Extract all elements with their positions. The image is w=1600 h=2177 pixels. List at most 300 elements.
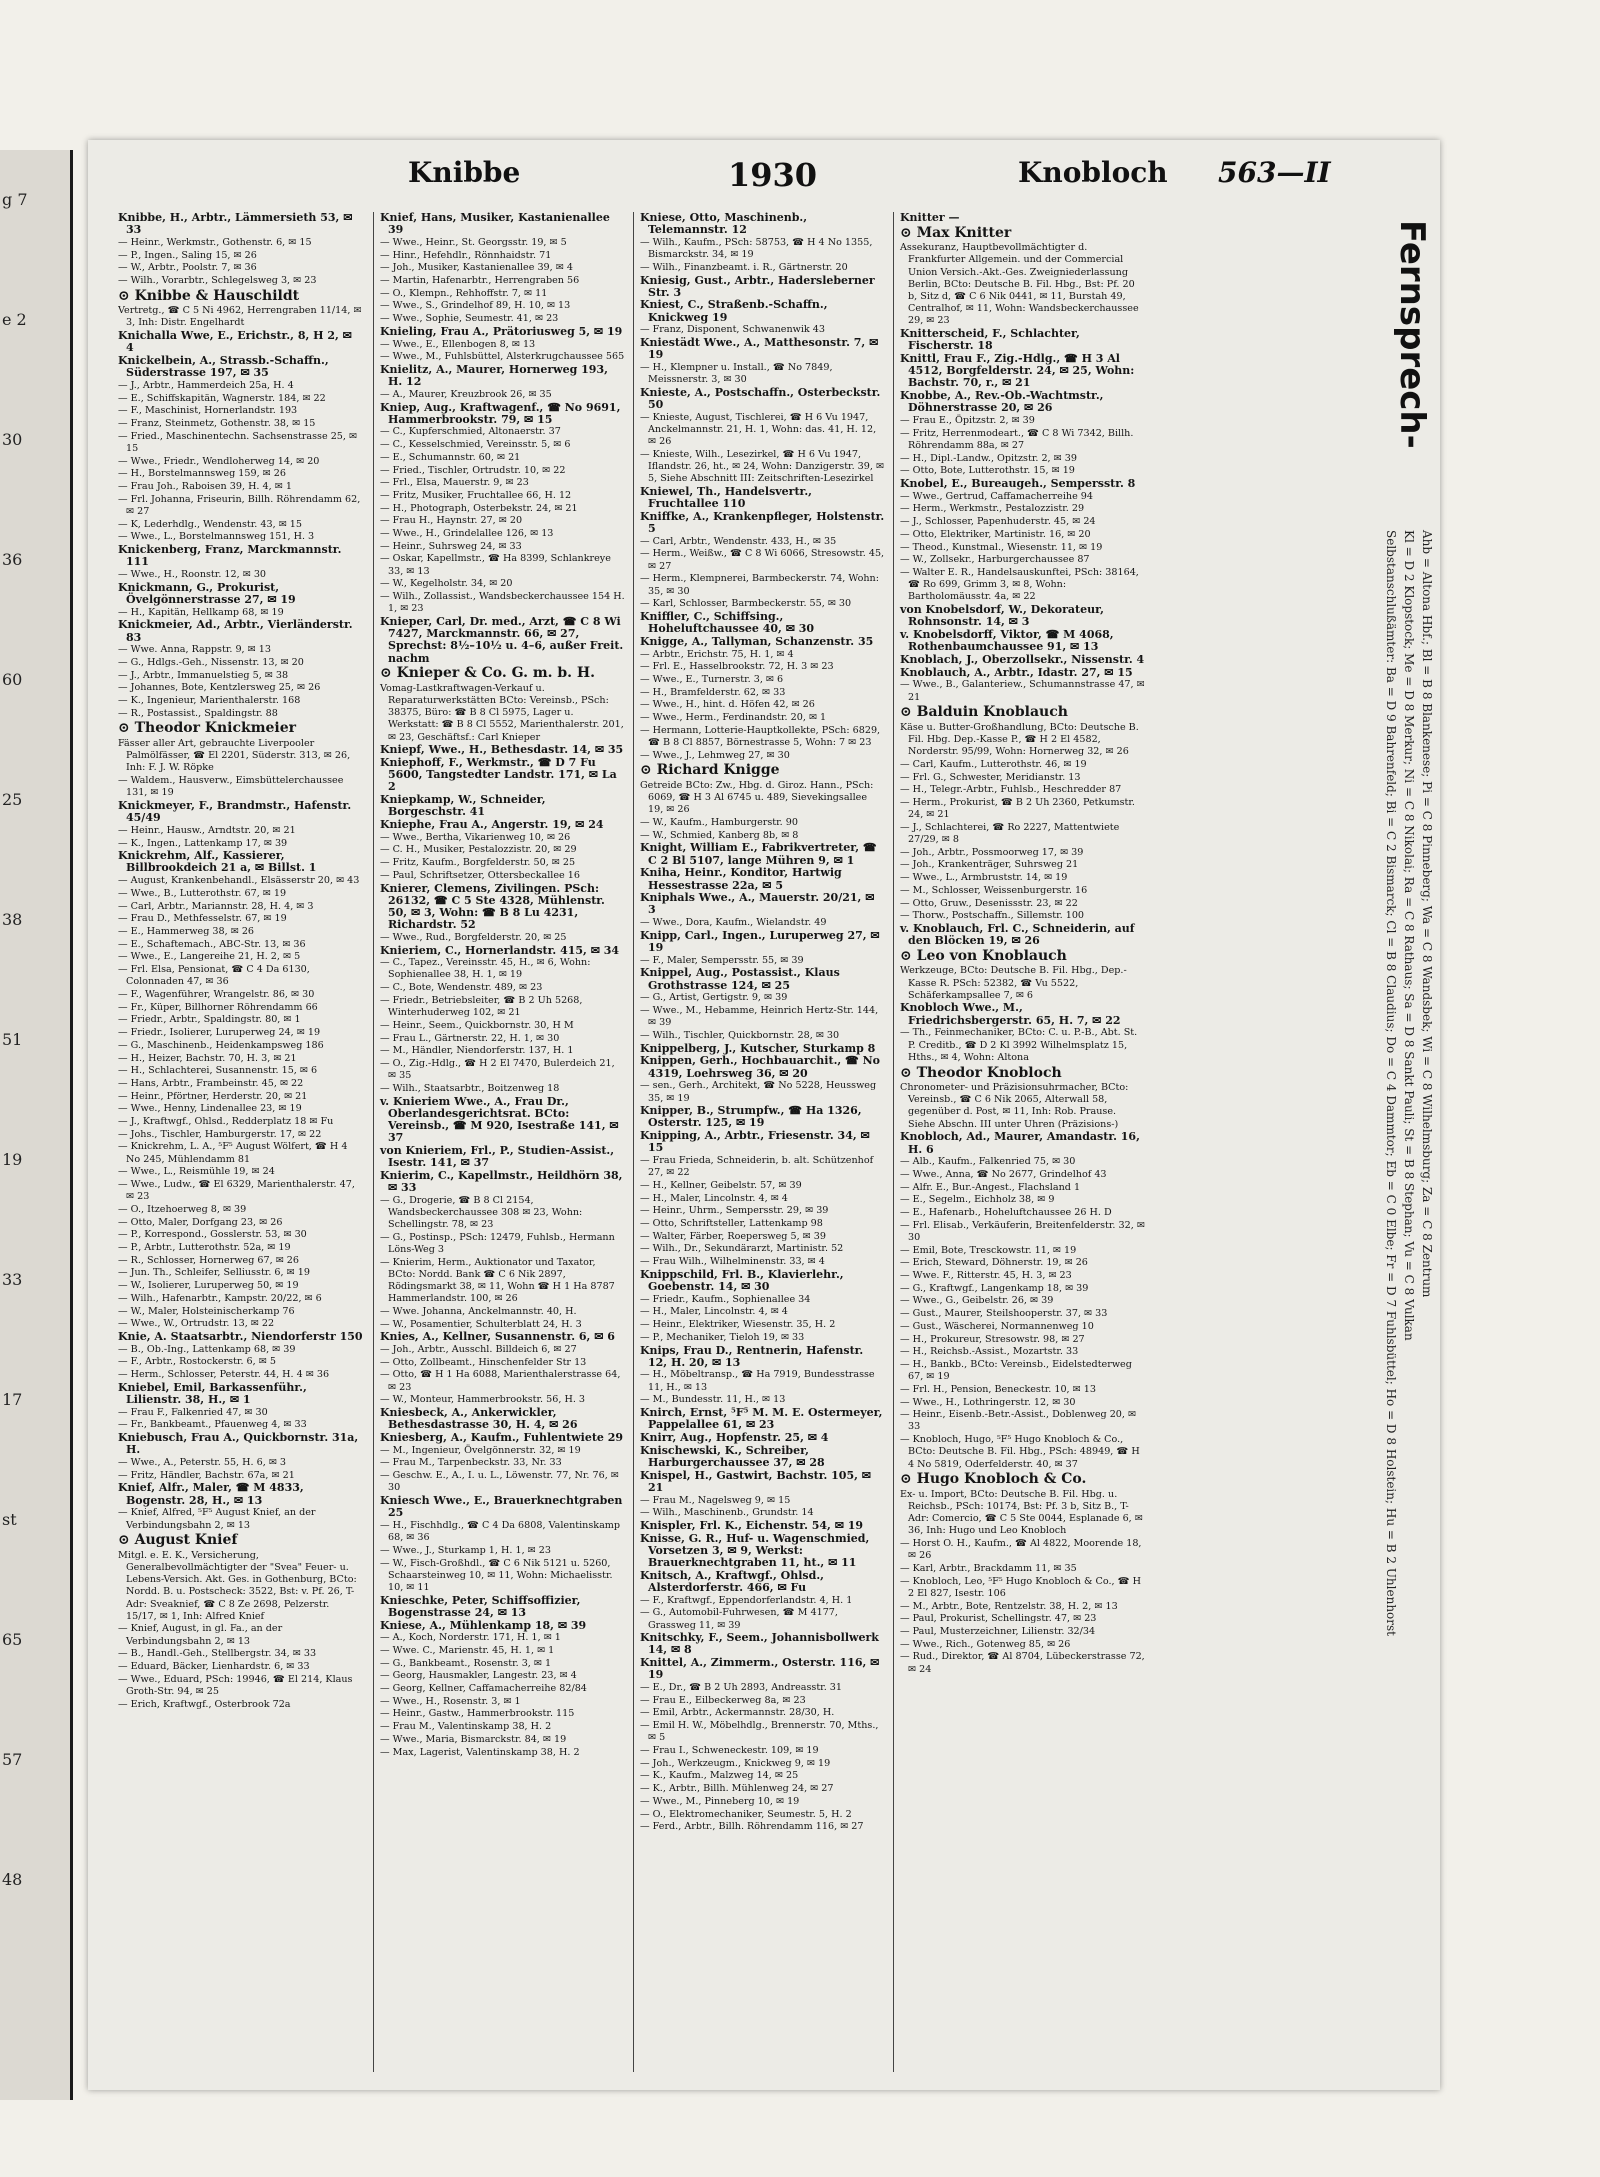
directory-entry: Knieper, Carl, Dr. med., Arzt, ☎ C 8 Wi 7427, Marckmannstr. 66, ✉ 27, Sprechst: 8½–10½ u. 4–6, außer Freit. nachm [380, 615, 624, 665]
directory-entry: Kniepkamp, W., Schneider, Borgeschstr. 41 [380, 793, 546, 819]
directory-entry: — Erich, Steward, Döhnerstr. 19, ✉ 26 [900, 1257, 1088, 1269]
header-last-name: Knobloch [1018, 156, 1168, 189]
directory-entry: — Herm., Schlosser, Peterstr. 44, H. 4 ✉ 36 [118, 1369, 330, 1381]
directory-entry: — Carl, Kaufm., Lutterothstr. 46, ✉ 19 [900, 758, 1087, 770]
directory-entry: — Fritz, Herrenmodeart., ☎ C 8 Wi 7342, Billh. Röhrendamm 88a, ✉ 27 [900, 427, 1134, 451]
directory-entry: — Wwe., Maria, Bismarckstr. 84, ✉ 19 [380, 1733, 567, 1745]
directory-entry: — H., Maler, Lincolnstr. 4, ✉ 4 [640, 1192, 788, 1204]
prev-page-fragment: e 2 [2, 310, 27, 329]
directory-entry: — Wwe., Rud., Borgfelderstr. 20, ✉ 25 [380, 931, 567, 943]
directory-entry: — Arbtr., Erichstr. 75, H. 1, ✉ 4 [640, 648, 794, 660]
directory-entry: Kniestädt Wwe., A., Matthesonstr. 7, ✉ 19 [640, 336, 879, 362]
directory-entry: — Paul, Prokurist, Schellingstr. 47, ✉ 23 [900, 1613, 1097, 1625]
directory-entry: — Wwe., Heinr., St. Georgsstr. 19, ✉ 5 [380, 236, 567, 248]
prev-page-fragment: 25 [2, 790, 23, 809]
directory-entry: — O., Itzehoerweg 8, ✉ 39 [118, 1203, 247, 1215]
directory-entry: — Otto, ☎ H 1 Ha 6088, Marienthalerstrasse 64, ✉ 23 [380, 1369, 621, 1393]
directory-entry: Kniebel, Emil, Barkassenführ., Lilienstr. 38, H., ✉ 1 [118, 1380, 307, 1406]
directory-entry: Knittl, Frau F., Zig.-Hdlg., ☎ H 3 Al 4512, Borgfelderstr. 24, ✉ 25, Wohn: Bachstr. 70, r., ✉ 21 [900, 352, 1135, 390]
directory-entry: v. Knieriem Wwe., A., Frau Dr., Oberlandesgerichtsrat. BCto: Vereinsb., ☎ M 920, Isestraße 141, ✉ 37 [380, 1094, 619, 1145]
directory-entry: Knierim, C., Kapellmstr., Heildhörn 38, ✉ 33 [380, 1168, 623, 1194]
prev-page-fragment: 19 [2, 1150, 23, 1169]
directory-entry: — Wwe., H., Lothringerstr. 12, ✉ 30 [900, 1396, 1076, 1408]
directory-entry: Kniewel, Th., Handelsvertr., Fruchtallee 110 [640, 484, 813, 511]
directory-entry: — G., Hdlgs.-Geh., Nissenstr. 13, ✉ 20 [118, 656, 304, 668]
sidebar-exchange-list-3: Ahb = Altona Hbf.; Bl = B 8 Blankenese; Pi = C 8 Pinneberg; Wa = C 8 Wandsbek; Wi = C 8 Wilhelmsburg; Za = C 8 Zentrum [1420, 530, 1434, 1298]
directory-entry: — Hinr., Hefehdlr., Rönnhaidstr. 71 [380, 249, 552, 261]
directory-entry: Knitter — [900, 212, 960, 224]
directory-entry: — Th., Feinmechaniker, BCto: C. u. P.-B., Abt. St. P. Creditb., ☎ D 2 Kl 3992 Wilhelmsplatz 15, Hths., ✉ 4, Wohn: Altona [900, 1027, 1138, 1063]
directory-entry: — M., Schlosser, Weissenburgerstr. 16 [900, 884, 1088, 896]
directory-entry: — Knief, Alfred, ⁵F⁵ August Knief, an der Verbindungsbahn 2, ✉ 13 [118, 1507, 316, 1531]
directory-entry: — Wwe., M., Hebamme, Heinrich Hertz-Str. 144, ✉ 39 [640, 1005, 879, 1029]
directory-entry: Käse u. Butter-Großhandlung, BCto: Deutsche B. Fil. Hbg. Dep.-Kasse P., ☎ H 2 El 4582, Norderstr. 95/99, Wohn: Hornerweg 32, ✉ 26 [900, 721, 1139, 758]
directory-entry: — Friedr., Isolierer, Luruperweg 24, ✉ 19 [118, 1027, 321, 1039]
directory-entry: — Heinr., Eisenb.-Betr.-Assist., Doblenweg 20, ✉ 33 [900, 1409, 1137, 1433]
directory-entry: — Wwe., E., Langereihe 21, H. 2, ✉ 5 [118, 951, 301, 963]
directory-entry: — F., Maschinist, Hornerlandstr. 193 [118, 405, 298, 417]
directory-entry: — Otto, Elektriker, Martinistr. 16, ✉ 20 [900, 528, 1091, 540]
directory-entry: von Knieriem, Frl., P., Studien-Assist., Isestr. 141, ✉ 37 [380, 1143, 615, 1170]
directory-entry: — E., Schaftemach., ABC-Str. 13, ✉ 36 [118, 938, 306, 950]
directory-entry: — H., Dipl.-Landw., Opitzstr. 2, ✉ 39 [900, 452, 1077, 464]
directory-entry: — Martin, Hafenarbtr., Herrengraben 56 [380, 275, 580, 287]
directory-entry: ⊙ Theodor Knobloch [900, 1064, 1062, 1081]
directory-entry: — Wwe., Rich., Gotenweg 85, ✉ 26 [900, 1638, 1071, 1650]
directory-entry: Knies, A., Kellner, Susannenstr. 6, ✉ 6 [380, 1330, 615, 1344]
directory-entry: — H., Borstelmannsweg 159, ✉ 26 [118, 468, 286, 480]
directory-entry: — Frl., Elsa, Mauerstr. 9, ✉ 23 [380, 477, 529, 489]
directory-entry: — W., Kaufm., Hamburgerstr. 90 [640, 817, 798, 829]
directory-entry: — F., Kraftwgf., Eppendorferlandstr. 4, H. 1 [640, 1594, 853, 1606]
directory-entry: Knickrehm, Alf., Kassierer, Billbrookdeich 21 a, ✉ Billst. 1 [118, 849, 317, 875]
directory-entry: — Frl. Johanna, Friseurin, Billh. Röhrendamm 62, ✉ 27 [118, 493, 361, 517]
directory-entry: — Friedr., Arbtr., Spaldingstr. 80, ✉ 1 [118, 1014, 301, 1026]
directory-entry: — Wwe., Gertrud, Caffamacherreihe 94 [900, 490, 1094, 502]
directory-entry: — Waldem., Hausverw., Eimsbüttelerchaussee 131, ✉ 19 [118, 775, 344, 799]
directory-entry: — J., Arbtr., Immanuelstieg 5, ✉ 38 [118, 669, 289, 681]
directory-entry: — Fritz, Musiker, Fruchtallee 66, H. 12 [380, 489, 572, 501]
directory-entry: — Geschw. E., A., I. u. L., Löwenstr. 77, Nr. 76, ✉ 30 [380, 1470, 619, 1494]
directory-entry: — Wwe., H., Rosenstr. 3, ✉ 1 [380, 1695, 521, 1707]
directory-entry: Kniep, Aug., Kraftwagenf., ☎ No 9691, Hammerbrookstr. 79, ✉ 15 [380, 400, 621, 426]
directory-entry: — Heinr., Suhrsweg 24, ✉ 33 [380, 540, 522, 552]
directory-entry: — Frau Joh., Raboisen 39, H. 4, ✉ 1 [118, 481, 292, 493]
directory-entry: — W., Fisch-Großhdl., ☎ C 6 Nik 5121 u. 5260, Schaarsteinweg 10, ✉ 11, Wohn: Michaelisstr. 10, ✉ 11 [380, 1557, 613, 1593]
directory-entry: v. Knobelsdorff, Viktor, ☎ M 4068, Rothenbaumchaussee 91, ✉ 13 [900, 628, 1114, 654]
prev-page-fragment: 17 [2, 1390, 23, 1409]
directory-entry: von Knobelsdorf, W., Dekorateur, Rohnsonstr. 14, ✉ 3 [900, 603, 1104, 629]
directory-entry: — Wilh., Tischler, Quickbornstr. 28, ✉ 30 [640, 1030, 840, 1041]
directory-entry: — R., Schlosser, Hornerweg 67, ✉ 26 [118, 1254, 299, 1266]
directory-entry: — O., Zig.-Hdlg., ☎ H 2 El 7470, Bulerdeich 21, ✉ 35 [380, 1057, 615, 1082]
directory-entry: — Wilh., Staatsarbtr., Boitzenweg 18 [380, 1082, 560, 1094]
directory-entry: — H., Reichsb.-Assist., Mozartstr. 33 [900, 1346, 1079, 1358]
page-header [88, 140, 1440, 200]
directory-entry: — H., Kapitän, Hellkamp 68, ✉ 19 [118, 606, 284, 618]
directory-entry: Kniebusch, Frau A., Quickbornstr. 31a, H. [118, 1431, 359, 1457]
directory-entry: — Wwe., L., Reismühle 19, ✉ 24 [118, 1166, 275, 1178]
directory-entry: Knipp, Carl., Ingen., Luruperweg 27, ✉ 19 [640, 928, 880, 955]
directory-entry: — Wwe., W., Ortrudstr. 13, ✉ 22 [118, 1318, 275, 1330]
directory-entry: — Wwe., H., Grindelallee 126, ✉ 13 [380, 528, 554, 540]
directory-entry: — Erich, Kraftwgf., Osterbrook 72a [118, 1698, 291, 1710]
directory-entry: ⊙ August Knief [118, 1532, 238, 1549]
directory-entry: — Walter E. R., Handelsauskunftei, PSch: 38164, ☎ Ro 699, Grimm 3, ✉ 8, Wohn: Bartholomäusstr. 4a, ✉ 22 [900, 566, 1139, 603]
directory-entry: — E., Hafenarb., Hoheluftchaussee 26 H. D [900, 1207, 1112, 1219]
column-2 [373, 212, 625, 2072]
directory-entry: — sen., Gerh., Architekt, ☎ No 5228, Heussweg 35, ✉ 19 [640, 1080, 877, 1104]
directory-entry: Knieste, A., Postschaffn., Osterbeckstr. 50 [640, 385, 881, 412]
directory-entry: — Carl, Arbtr., Wendenstr. 433, H., ✉ 35 [640, 535, 837, 547]
prev-page-fragment: 33 [2, 1270, 23, 1289]
directory-entry: — A., Maurer, Kreuzbrook 26, ✉ 35 [380, 388, 552, 400]
directory-entry: — E., Schumannstr. 60, ✉ 21 [380, 451, 521, 463]
directory-entry: — E., Hammerweg 38, ✉ 26 [118, 925, 255, 937]
sidebar-exchange-list-1: Selbstanschlußämter: Ba = D 9 Bahrenfeld; Bi = C 2 Bismarck; Cl = B 8 Claudius; Do = C 4 Dammtor; Eb = C 0 Elbe; Fr = D 7 Fuhlsbüttel; Ho = D 8 Holstein; Hu = B 2 Uhlenhorst [1384, 530, 1398, 1636]
directory-entry: Knibbe, H., Arbtr., Lämmersieth 53, ✉ 33 [118, 212, 353, 237]
directory-entry: — W., Arbtr., Poolstr. 7, ✉ 36 [118, 262, 257, 274]
directory-entry: — Frau E., Eilbeckerweg 8a, ✉ 23 [640, 1694, 806, 1706]
directory-entry: — Georg, Hausmakler, Langestr. 23, ✉ 4 [380, 1670, 577, 1682]
directory-entry: — G., Drogerie, ☎ B 8 Cl 2154, Wandsbeckerchaussee 308 ✉ 23, Wohn: Schellingstr. 78, ✉ 23 [380, 1194, 583, 1231]
directory-entry: — Frau D., Methfesselstr. 67, ✉ 19 [118, 913, 287, 925]
directory-entry: Knie, A. Staatsarbtr., Niendorferstr 150 [118, 1329, 363, 1343]
directory-entry: Knickmann, G., Prokurist, Övelgönnerstrasse 27, ✉ 19 [118, 580, 296, 606]
directory-entry: ⊙ Leo von Knoblauch [900, 947, 1067, 964]
directory-entry: — Wwe., Dora, Kaufm., Wielandstr. 49 [640, 917, 827, 929]
directory-entry: — Alfr. E., Bur.-Angest., Flachsland 1 [900, 1181, 1081, 1193]
directory-entry: — Theod., Kunstmal., Wiesenstr. 11, ✉ 19 [900, 541, 1103, 553]
prev-page-fragment: 57 [2, 1750, 23, 1769]
directory-entry: — Heinr., Werkmstr., Gothenstr. 6, ✉ 15 [118, 236, 312, 248]
directory-entry: — Wwe., A., Peterstr. 55, H. 6, ✉ 3 [118, 1457, 287, 1468]
directory-entry: — Walter, Färber, Roepersweg 5, ✉ 39 [640, 1230, 826, 1242]
directory-entry: — Joh., Krankenträger, Suhrsweg 21 [900, 859, 1079, 871]
column-4 [893, 212, 1145, 2072]
directory-entry: — Frau M., Nagelsweg 9, ✉ 15 [640, 1494, 791, 1506]
directory-entry: — Heinr., Pförtner, Herderstr. 20, ✉ 21 [118, 1090, 308, 1102]
directory-entry: — Ferd., Arbtr., Billh. Röhrendamm 116, ✉ 27 [640, 1821, 864, 1833]
directory-entry: Kniephoff, F., Werkmstr., ☎ D 7 Fu 5600, Tangstedter Landstr. 171, ✉ La 2 [380, 756, 617, 794]
directory-entry: — Knickrehm, L. A., ⁵F⁵ August Wölfert, ☎ H 4 No 245, Mühlendamm 81 [118, 1141, 348, 1165]
directory-entry: — F., Wagenführer, Wrangelstr. 86, ✉ 30 [118, 988, 315, 1000]
directory-entry: — Paul, Schriftsetzer, Ottersbeckallee 16 [380, 869, 580, 881]
directory-entry: — H., Prokureur, Stresowstr. 98, ✉ 27 [900, 1333, 1085, 1345]
directory-entry: — M., Ingenieur, Övelgönnerstr. 32, ✉ 19 [380, 1444, 581, 1456]
directory-entry: — Heinr., Hausw., Arndtstr. 20, ✉ 21 [118, 824, 296, 836]
directory-entry: Knispler, Frl. K., Eichenstr. 54, ✉ 19 [640, 1518, 864, 1532]
directory-entry: — Wwe. F., Ritterstr. 45, H. 3, ✉ 23 [900, 1270, 1072, 1282]
directory-entry: ⊙ Hugo Knobloch & Co. [900, 1471, 1087, 1488]
directory-entry: ⊙ Max Knitter [900, 224, 1012, 241]
directory-entry: — H., Heizer, Bachstr. 70, H. 3, ✉ 21 [118, 1052, 297, 1064]
directory-entry: — Wwe. C., Marienstr. 45, H. 1, ✉ 1 [380, 1644, 555, 1656]
sidebar-exchange-list-2: Kl = D 2 Klopstock; Me = D 8 Merkur; Ni = C 8 Nikolai; Ra = C 8 Rathaus; Sa = D 8 Sankt Pauli; St = B 8 Stephan; Vu = C 8 Vulkan [1402, 530, 1416, 1341]
directory-entry: — Wwe., M., Fuhlsbüttel, Alsterkrugchaussee 565 [380, 351, 625, 363]
directory-entry: — W., Zollsekr., Harburgerchaussee 87 [900, 554, 1090, 566]
directory-entry: Knieriem, C., Hornerlandstr. 415, ✉ 34 [380, 943, 620, 957]
prev-page-fragment: 65 [2, 1630, 23, 1649]
prev-page-fragment: 30 [2, 430, 23, 449]
directory-entry: — Frl. Elsa, Pensionat, ☎ C 4 Da 6130, Colonnaden 47, ✉ 36 [118, 964, 310, 988]
directory-entry: — M., Bundesstr. 11, H., ✉ 13 [640, 1394, 786, 1406]
directory-entry: — Wwe., H., hint. d. Höfen 42, ✉ 26 [640, 699, 815, 711]
prev-page-fragment: 60 [2, 670, 23, 689]
directory-entry: — E., Schiffskapitän, Wagnerstr. 184, ✉ 22 [118, 392, 326, 404]
directory-entry: — Wwe., E., Ellenbogen 8, ✉ 13 [380, 338, 536, 350]
directory-entry: ⊙ Theodor Knickmeier [118, 720, 297, 737]
directory-entry: — Wwe., Henny, Lindenallee 23, ✉ 19 [118, 1103, 302, 1115]
directory-entry: Knobloch, Ad., Maurer, Amandastr. 16, H. 6 [900, 1130, 1140, 1156]
directory-entry: — H., Bankb., BCto: Vereinsb., Eidelstedterweg 67, ✉ 19 [900, 1358, 1132, 1383]
header-year: 1930 [728, 156, 818, 194]
directory-entry: — H., Telegr.-Arbtr., Fuhlsb., Heschredder 87 [900, 784, 1122, 796]
directory-entry: — Knieste, Wilh., Lesezirkel, ☎ H 6 Vu 1947, Iflandstr. 26, ht., ✉ 24, Wohn: Danzigerstr. 39, ✉ 5, Siehe Abschnitt III: Zeitschriften-Lesezirkel [640, 448, 885, 485]
directory-entry: Knippen, Gerh., Hochbauarchit., ☎ No 4319, Loehrsweg 36, ✉ 20 [640, 1054, 880, 1080]
directory-entry: — Frau E., Öpitzstr. 2, ✉ 39 [900, 415, 1035, 427]
directory-entry: — W., Posamentier, Schulterblatt 24, H. 3 [380, 1318, 582, 1330]
directory-entry: — Johs., Tischler, Hamburgerstr. 17, ✉ 22 [118, 1128, 322, 1140]
directory-entry: — Frau M., Tarpenbeckstr. 33, Nr. 33 [380, 1457, 562, 1469]
directory-entry: Knickmeier, Ad., Arbtr., Vierländerstr. 83 [118, 618, 353, 644]
directory-entry: — F., Arbtr., Rostockerstr. 6, ✉ 5 [118, 1356, 276, 1368]
directory-entry: — Hermann, Lotterie-Hauptkollekte, PSch: 6829, ☎ B 8 Cl 8857, Börnestrasse 5, Wohn: 7 ✉ 23 [640, 724, 881, 749]
directory-entry: — Wwe., M., Pinneberg 10, ✉ 19 [640, 1795, 800, 1807]
directory-entry: — K, Lederhdlg., Wendenstr. 43, ✉ 15 [118, 518, 302, 530]
directory-entry: — C. H., Musiker, Pestalozzistr. 20, ✉ 29 [380, 844, 577, 856]
directory-entry: Assekuranz, Hauptbevollmächtigter d. Frankfurter Allgemein. und der Commercial Union Versich.-Akt.-Ges. Zweigniederlassung Berlin, BCto: Deutsche B. Fil. Hbg., Bst: Pf. 20 b, Sitz d, ☎ C 6 Nik 0441, ✉ 11, Burstah 49, Centralhof, ✉ 11, Wohn: Wandsbeckerchaussee 29, ✉ 23 [900, 242, 1139, 327]
directory-entry: — K., Arbtr., Billh. Mühlenweg 24, ✉ 27 [640, 1783, 834, 1795]
directory-entry: Kniese, A., Mühlenkamp 18, ✉ 39 [380, 1618, 587, 1632]
directory-entry: — J., Schlachterei, ☎ Ro 2227, Mattentwiete 27/29, ✉ 8 [900, 821, 1120, 846]
prev-page-fragment: 38 [2, 910, 23, 929]
directory-entry: — Emil, Bote, Tresckowstr. 11, ✉ 19 [900, 1244, 1077, 1256]
directory-entry: ⊙ Balduin Knoblauch [900, 704, 1068, 721]
directory-entry: Knoblach, J., Oberzollsekr., Nissenstr. 4 [900, 652, 1145, 666]
directory-entry: — Wwe., Ludw., ☎ El 6329, Marienthalerstr. 47, ✉ 23 [118, 1179, 355, 1203]
directory-entry: — Joh., Musiker, Kastanienallee 39, ✉ 4 [380, 262, 573, 274]
directory-entry: — Otto, Gruw., Desenissstr. 23, ✉ 22 [900, 897, 1078, 909]
directory-entry: — Knief, August, in gl. Fa., an der Verbindungsbahn 2, ✉ 13 [118, 1623, 283, 1647]
directory-entry: Knielitz, A., Maurer, Hornerweg 193, H. 12 [380, 362, 608, 389]
directory-entry: — H., Fischhdlg., ☎ C 4 Da 6808, Valentinskamp 68, ✉ 36 [380, 1519, 621, 1544]
page-number: 563—II [1218, 156, 1331, 189]
directory-entry: Kniphals Wwe., A., Mauerstr. 20/21, ✉ 3 [640, 891, 875, 917]
directory-entry: — Knobloch, Leo, ⁵F⁵ Hugo Knobloch & Co., ☎ H 2 El 827, Isestr. 106 [900, 1575, 1141, 1599]
directory-entry: Kniesig, Gust., Arbtr., Hadersleberner Str. 3 [640, 273, 875, 299]
previous-page-edge [0, 150, 73, 2100]
directory-entry: — H., Photograph, Osterbekstr. 24, ✉ 21 [380, 502, 578, 514]
directory-entry: — Frau H., Haynstr. 27, ✉ 20 [380, 515, 523, 527]
directory-entry: — Wwe. Anna, Rappstr. 9, ✉ 13 [118, 644, 271, 656]
directory-entry: Kniha, Heinr., Konditor, Hartwig Hessestrasse 22a, ✉ 5 [640, 866, 842, 892]
directory-entry: — Fried., Maschinentechn. Sachsenstrasse 25, ✉ 15 [118, 430, 358, 454]
directory-entry: — Otto, Bote, Lutterothstr. 15, ✉ 19 [900, 465, 1075, 477]
directory-entry: — Heinr., Elektriker, Wiesenstr. 35, H. 2 [640, 1319, 836, 1331]
directory-entry: — Knieste, August, Tischlerei, ☎ H 6 Vu 1947, Anckelmannstr. 21, H. 1, Wohn: das. 41, H. 12, ✉ 26 [640, 411, 877, 448]
sidebar-title: Fernsprech- [1392, 220, 1432, 449]
directory-entry: — E., Dr., ☎ B 2 Uh 2893, Andreasstr. 31 [640, 1682, 843, 1694]
directory-entry: — Wwe., L., Armbruststr. 14, ✉ 19 [900, 872, 1068, 884]
directory-entry: — Wwe., B., Galanteriew., Schumannstrasse 47, ✉ 21 [900, 679, 1145, 703]
directory-entry: Kniephe, Frau A., Angerstr. 19, ✉ 24 [380, 818, 604, 832]
directory-entry: — Wwe., Sophie, Seumestr. 41, ✉ 23 [380, 313, 559, 325]
directory-entry: Knobel, E., Bureaugeh., Sempersstr. 8 [900, 477, 1136, 491]
directory-entry: — C., Kupferschmied, Altonaerstr. 37 [380, 426, 561, 438]
directory-entry: — Emil H. W., Möbelhdlg., Brennerstr. 70, Mths., ✉ 5 [640, 1720, 879, 1744]
directory-entry: — Horst O. H., Kaufm., ☎ Al 4822, Moorende 18, ✉ 26 [900, 1538, 1142, 1562]
header-first-name: Knibbe [408, 156, 521, 189]
directory-entry: — Wwe., J., Lehmweg 27, ✉ 30 [640, 749, 790, 761]
directory-entry: — Wwe., Anna, ☎ No 2677, Grindelhof 43 [900, 1168, 1107, 1180]
directory-entry: Knieschke, Peter, Schiffsoffizier, Bogenstrasse 24, ✉ 13 [380, 1593, 581, 1619]
directory-entry: — Frl. E., Hasselbrookstr. 72, H. 3 ✉ 23 [640, 661, 834, 673]
directory-entry: Knierer, Clemens, Zivilingen. PSch: 26132, ☎ C 5 Ste 4328, Mühlenstr. 50, ✉ 3, Wohn: ☎ B 8 Lu 4231, Richardstr. 52 [380, 881, 605, 932]
directory-entry: — Carl, Arbtr., Mariannstr. 28, H. 4, ✉ 3 [118, 900, 314, 912]
directory-entry: — M., Händler, Niendorferstr. 137, H. 1 [380, 1045, 574, 1057]
directory-entry: Kniffler, C., Schiffsing., Hoheluftchaussee 40, ✉ 30 [640, 610, 815, 636]
directory-entry: ⊙ Knibbe & Hauschildt [118, 287, 300, 304]
directory-entry: v. Knoblauch, Frl. C., Schneiderin, auf den Blöcken 19, ✉ 26 [900, 921, 1135, 948]
directory-entry: — O., Elektromechaniker, Seumestr. 5, H. 2 [640, 1808, 852, 1820]
directory-entry: — Wilh., Vorarbtr., Schlegelsweg 3, ✉ 23 [118, 275, 317, 287]
directory-entry: — Wwe., B., Lutterothstr. 67, ✉ 19 [118, 887, 287, 899]
directory-entry: — W., Isolierer, Luruperweg 50, ✉ 19 [118, 1280, 299, 1292]
directory-entry: — Wilh., Finanzbeamt. i. R., Gärtnerstr. 20 [640, 261, 848, 273]
directory-entry: — Wwe. Johanna, Anckelmannstr. 40, H. [380, 1305, 577, 1317]
directory-entry: Kniest, C., Straßenb.-Schaffn., Knickweg 19 [640, 298, 828, 324]
directory-entry: ⊙ Knieper & Co. G. m. b. H. [380, 665, 596, 682]
directory-entry: — Thorw., Postschaffn., Sillemstr. 100 [900, 910, 1085, 922]
directory-entry: — Wwe., E., Turnerstr. 3, ✉ 6 [640, 674, 784, 686]
directory-entry: — K., Kaufm., Malzweg 14, ✉ 25 [640, 1770, 799, 1782]
directory-entry: Werkzeuge, BCto: Deutsche B. Fil. Hbg., Dep.-Kasse R. PSch: 52382, ☎ Vu 5522, Schäferkampsallee 7, ✉ 6 [900, 965, 1127, 1001]
directory-entry: — Fried., Tischler, Ortrudstr. 10, ✉ 22 [380, 464, 566, 476]
prev-page-fragment: 48 [2, 1870, 23, 1889]
directory-entry: — Frau F., Falkenried 47, ✉ 30 [118, 1406, 268, 1418]
directory-entry: — Karl, Schlosser, Barmbeckerstr. 55, ✉ 30 [640, 598, 852, 610]
directory-entry: — H., Kellner, Geibelstr. 57, ✉ 39 [640, 1179, 802, 1191]
directory-entry: — Friedr., Betriebsleiter, ☎ B 2 Uh 5268, Winterhuderweg 102, ✉ 21 [380, 994, 583, 1019]
directory-entry: — Heinr., Seem., Quickbornstr. 30, H M [380, 1019, 574, 1031]
directory-entry: — Wwe., S., Grindelhof 89, H. 10, ✉ 13 [380, 300, 571, 312]
directory-entry: — Knierim, Herm., Auktionator und Taxator, BCto: Nordd. Bank ☎ C 6 Nik 2897, Rödingsmarkt 38, ✉ 11, Wohn ☎ H 1 Ha 8787 Hammerlandstr. 100, ✉ 26 [380, 1256, 615, 1305]
prev-page-fragment: g 7 [2, 190, 28, 209]
directory-entry: — J., Arbtr., Hammerdeich 25a, H. 4 [118, 379, 294, 391]
directory-entry: — W., Maler, Holsteinischerkamp 76 [118, 1305, 295, 1317]
directory-entry: Kniesbeck, A., Ankerwickler, Bethesdastrasse 30, H. 4, ✉ 26 [380, 1406, 578, 1432]
directory-entry: Kniepf, Wwe., H., Bethesdastr. 14, ✉ 35 [380, 743, 624, 757]
entry-columns [108, 212, 1388, 2072]
directory-entry: — H., Klempner u. Install., ☎ No 7849, Meissnerstr. 3, ✉ 30 [640, 361, 833, 386]
directory-entry: — Gust., Wäscherei, Normannenweg 10 [900, 1320, 1094, 1332]
directory-entry: — Emil, Arbtr., Ackermannstr. 28/30, H. [640, 1707, 835, 1719]
directory-entry: — Alb., Kaufm., Falkenried 75, ✉ 30 [900, 1156, 1076, 1168]
directory-entry: Vertretg., ☎ C 5 Ni 4962, Herrengraben 11/14, ✉ 3, Inh: Distr. Engelhardt [118, 305, 362, 329]
directory-entry: — P., Ingen., Saling 15, ✉ 26 [118, 249, 257, 261]
directory-entry: — J., Kraftwgf., Ohlsd., Redderplatz 18 ✉ Fu [118, 1116, 334, 1128]
directory-entry: — Wilh., Hafenarbtr., Kampstr. 20/22, ✉ 6 [118, 1292, 322, 1304]
directory-entry: Knickelbein, A., Strassb.-Schaffn., Süderstrasse 197, ✉ 35 [118, 354, 329, 380]
directory-entry: Kniese, Otto, Maschinenb., Telemannstr. 12 [640, 212, 808, 237]
directory-entry: — Wwe., L., Borstelmannsweg 151, H. 3 [118, 531, 315, 543]
directory-entry: — Heinr., Uhrm., Sempersstr. 29, ✉ 39 [640, 1205, 829, 1217]
directory-entry: — Wwe., G., Geibelstr. 26, ✉ 39 [900, 1295, 1054, 1307]
directory-entry: — W., Kegelholstr. 34, ✉ 20 [380, 578, 513, 590]
column-1 [118, 212, 363, 2072]
directory-entry: Knipper, B., Strumpfw., ☎ Ha 1326, Osterstr. 125, ✉ 19 [640, 1104, 862, 1130]
directory-entry: — Friedr., Kaufm., Sophienallee 34 [640, 1293, 811, 1305]
directory-entry: Knischewski, K., Schreiber, Harburgerchaussee 37, ✉ 28 [640, 1443, 825, 1469]
directory-entry: — Heinr., Gastw., Hammerbrookstr. 115 [380, 1708, 575, 1720]
directory-entry: Knichalla Wwe, E., Erichstr., 8, H 2, ✉ 4 [118, 329, 352, 355]
directory-entry: — P., Arbtr., Lutterothstr. 52a, ✉ 19 [118, 1242, 291, 1254]
directory-entry: — R., Postassist., Spaldingstr. 88 [118, 707, 278, 719]
prev-page-fragment: 51 [2, 1030, 23, 1049]
directory-entry: — Fritz, Händler, Bachstr. 67a, ✉ 21 [118, 1469, 295, 1481]
directory-entry: — H., Möbeltransp., ☎ Ha 7919, Bundesstrasse 11, H., ✉ 13 [640, 1369, 875, 1393]
directory-entry: — O., Klempn., Rehhoffstr. 7, ✉ 11 [380, 287, 548, 299]
directory-entry: Knipping, A., Arbtr., Friesenstr. 34, ✉ 15 [640, 1129, 870, 1155]
directory-entry: — Joh., Werkzeugm., Knickweg 9, ✉ 19 [640, 1757, 831, 1769]
directory-entry: Knight, William E., Fabrikvertreter, ☎ C 2 Bl 5107, lange Mühren 9, ✉ 1 [640, 841, 877, 867]
directory-entry: — H., Maler, Lincolnstr. 4, ✉ 4 [640, 1306, 788, 1318]
directory-entry: Getreide BCto: Zw., Hbg. d. Giroz. Hann., PSch: 6069, ☎ H 3 Al 6745 u. 489, Sievekingsallee 19, ✉ 26 [640, 779, 874, 816]
directory-entry: — Frau I., Schweneckestr. 109, ✉ 19 [640, 1745, 819, 1757]
directory-entry: — A., Koch, Norderstr. 171, H. 1, ✉ 1 [380, 1632, 561, 1644]
directory-entry: — B., Handl.-Geh., Stellbergstr. 34, ✉ 33 [118, 1648, 317, 1660]
directory-entry: — Frl. H., Pension, Beneckestr. 10, ✉ 13 [900, 1383, 1096, 1395]
directory-entry: — Wwe., Herm., Ferdinandstr. 20, ✉ 1 [640, 712, 827, 724]
directory-entry: Knirr, Aug., Hopfenstr. 25, ✉ 4 [640, 1431, 829, 1444]
directory-entry: — G., Kraftwgf., Langenkamp 18, ✉ 39 [900, 1282, 1089, 1294]
directory-entry: Knickenberg, Franz, Marckmannstr. 111 [118, 543, 342, 569]
directory-entry: Kniffke, A., Krankenpfleger, Holstenstr. 5 [640, 509, 885, 536]
directory-entry: — C., Kesselschmied, Vereinsstr. 5, ✉ 6 [380, 439, 571, 451]
directory-entry: — K., Ingenieur, Marienthalerstr. 168 [118, 695, 301, 707]
directory-entry: Knippel, Aug., Postassist., Klaus Grothstrasse 124, ✉ 25 [640, 966, 840, 992]
directory-entry: — H., Bramfelderstr. 62, ✉ 33 [640, 686, 786, 698]
directory-entry: Kniesberg, A., Kaufm., Fuhlentwiete 29 [380, 1431, 624, 1444]
directory-entry: — Frau Frieda, Schneiderin, b. alt. Schützenhof 27, ✉ 22 [640, 1155, 874, 1179]
directory-entry: Knitterscheid, F., Schlachter, Fischerstr. 18 [900, 327, 1080, 353]
directory-entry: — Max, Lagerist, Valentinskamp 38, H. 2 [380, 1746, 580, 1758]
directory-entry: — G., Bankbeamt., Rosenstr. 3, ✉ 1 [380, 1657, 552, 1669]
directory-entry: — E., Segelm., Eichholz 38, ✉ 9 [900, 1194, 1055, 1206]
directory-entry: — Frau M., Valentinskamp 38, H. 2 [380, 1721, 552, 1733]
directory-entry: Knief, Hans, Musiker, Kastanienallee 39 [380, 212, 610, 237]
directory-entry: — Gust., Maurer, Steilshooperstr. 37, ✉ 33 [900, 1308, 1108, 1320]
directory-entry: Knitschky, F., Seem., Johannisbollwerk 14, ✉ 8 [640, 1631, 879, 1657]
directory-entry: — Otto, Schriftsteller, Lattenkamp 98 [640, 1218, 823, 1230]
directory-entry: Ex- u. Import, BCto: Deutsche B. Fil. Hbg. u. Reichsb., PSch: 10174, Bst: Pf. 3 b, Sitz B., T-Adr: Comercio, ☎ C 5 Ste 0044, Esplanade 6, ✉ 36, Inh: Hugo und Leo Knobloch [900, 1488, 1143, 1537]
directory-entry: — Joh., Arbtr., Possmoorweg 17, ✉ 39 [900, 846, 1084, 858]
directory-entry: — Hans, Arbtr., Frambeinstr. 45, ✉ 22 [118, 1077, 304, 1089]
fernsprech-sidebar [1378, 200, 1438, 2080]
directory-entry: — Oskar, Kapellmstr., ☎ Ha 8399, Schlankreye 33, ✉ 13 [380, 553, 611, 577]
directory-entry: — G., Postinsp., PSch: 12479, Fuhlsb., Hermann Löns-Weg 3 [380, 1231, 615, 1255]
directory-entry: Knispel, H., Gastwirt, Bachstr. 105, ✉ 21 [640, 1468, 871, 1494]
directory-entry: — K., Ingen., Lattenkamp 17, ✉ 39 [118, 837, 288, 849]
directory-entry: — Otto, Maler, Dorfgang 23, ✉ 26 [118, 1216, 283, 1228]
prev-page-fragment: 36 [2, 550, 23, 569]
directory-entry: — Rud., Direktor, ☎ Al 8704, Lübeckerstrasse 72, ✉ 24 [900, 1651, 1145, 1675]
directory-entry: Knirch, Ernst, ⁵F⁵ M. M. E. Ostermeyer, Pappelallee 61, ✉ 23 [640, 1406, 883, 1432]
directory-entry: — Knobloch, Hugo, ⁵F⁵ Hugo Knobloch & Co., BCto: Deutsche B. Fil. Hbg., PSch: 48949, ☎ H 4 No 5819, Oderfelderstr. 40, ✉ 37 [900, 1434, 1140, 1470]
directory-entry: — Wwe., Eduard, PSch: 19946, ☎ El 214, Klaus Groth-Str. 94, ✉ 25 [118, 1673, 353, 1697]
directory-entry: Knieling, Frau A., Prätoriusweg 5, ✉ 19 [380, 324, 623, 338]
